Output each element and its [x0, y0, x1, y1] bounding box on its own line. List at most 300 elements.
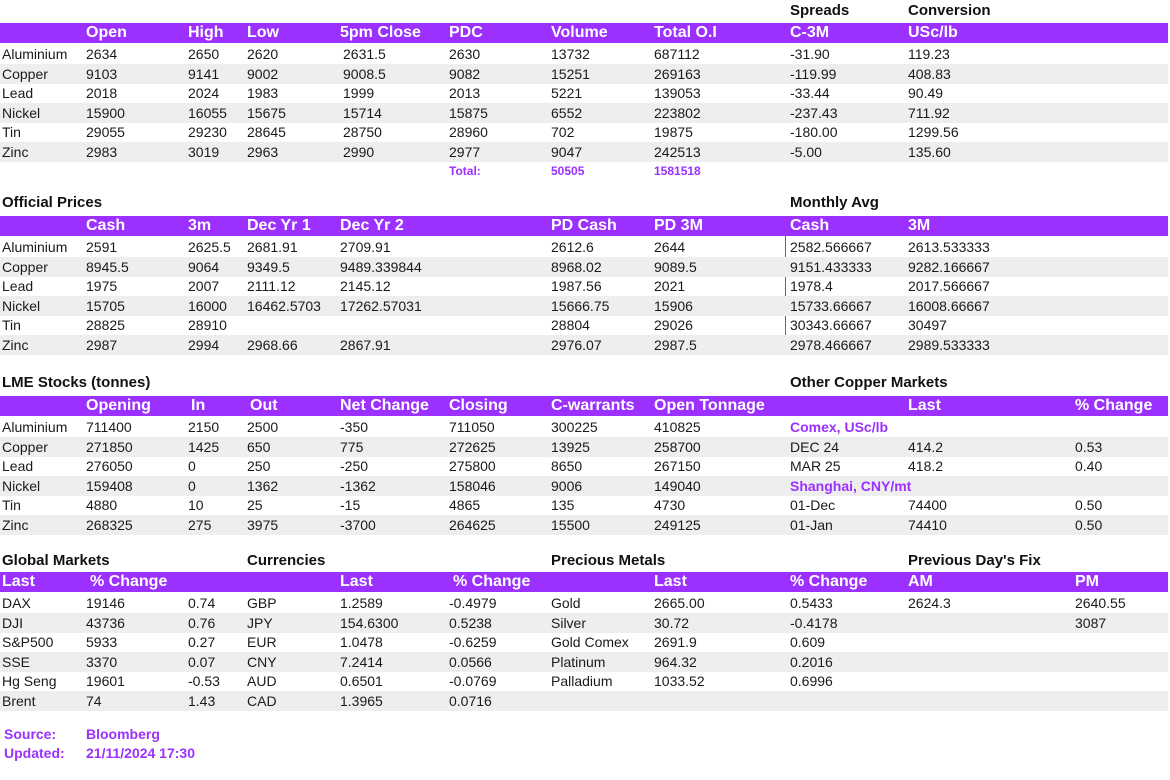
table-cell: 28960 [449, 124, 488, 140]
table-cell: 9047 [551, 143, 583, 160]
table-cell: 13925 [551, 438, 590, 455]
total-oi: 1581518 [654, 164, 701, 178]
table-cell: 19601 [86, 673, 125, 689]
col-pdc: PDC [449, 24, 483, 41]
table-cell: 28804 [551, 317, 590, 333]
index-name: SSE [2, 653, 31, 670]
table-cell: 250 [247, 458, 271, 474]
index-name: Hg Seng [2, 673, 57, 689]
table-cell: 19146 [86, 595, 125, 611]
table-cell: 0.2016 [790, 653, 833, 670]
table-cell: 15666.75 [551, 297, 610, 314]
table-cell: 0.0566 [449, 653, 492, 670]
table-cell: -119.99 [790, 65, 837, 82]
table-cell: 2691.9 [654, 634, 697, 650]
table-cell: -0.4178 [790, 614, 838, 631]
table-cell: 2018 [86, 85, 118, 101]
table-cell: 139053 [654, 85, 701, 101]
table-cell: 269163 [654, 65, 701, 82]
table-cell: 0.0716 [449, 692, 492, 709]
table-cell: 135 [551, 497, 575, 513]
table-row [0, 456, 1168, 476]
col-net-change: Net Change [340, 397, 429, 414]
metal-name: Gold [551, 595, 581, 611]
official-header-band [0, 216, 1168, 236]
metal-name: Lead [2, 278, 34, 294]
table-cell: 2024 [188, 85, 220, 101]
table-cell: 2150 [188, 419, 220, 435]
table-row [0, 632, 1168, 652]
table-cell: 2976.07 [551, 336, 602, 353]
metal-name: Lead [2, 85, 34, 101]
table-cell: 711.92 [908, 104, 950, 121]
table-cell: 28825 [86, 317, 125, 333]
source-label: Source: [4, 726, 57, 742]
index-name: DJI [2, 614, 23, 631]
table-cell: 4865 [449, 497, 481, 513]
table-row [0, 417, 1168, 437]
table-cell: 1.2589 [340, 595, 383, 611]
table-cell: 2013 [449, 85, 481, 101]
table-cell: 276050 [86, 458, 133, 474]
table-cell: 9349.5 [247, 258, 290, 275]
table-cell: 275800 [449, 458, 496, 474]
table-cell: 9006 [551, 477, 583, 494]
metal-name: Nickel [2, 104, 41, 121]
col-low: Low [247, 24, 279, 41]
contract-name: 01-Dec [790, 497, 836, 513]
table-cell: 2612.6 [551, 239, 594, 255]
table-cell: 3370 [86, 653, 118, 670]
table-cell: 2145.12 [340, 278, 391, 294]
table-cell: 1999 [343, 85, 375, 101]
col-c-3m: C-3M [790, 24, 830, 41]
table-cell: 15675 [247, 104, 286, 121]
table-cell: 16000 [188, 297, 227, 314]
table-cell: 16462.5703 [247, 297, 321, 314]
table-cell: 16055 [188, 104, 227, 121]
table-cell: 300225 [551, 419, 598, 435]
official-prices-title: Official Prices [2, 194, 103, 211]
table-cell: 28910 [188, 317, 227, 333]
table-cell: 2591 [86, 239, 118, 255]
table-cell: -180.00 [790, 124, 838, 140]
table-cell: 74 [86, 692, 102, 709]
col-dec-yr1: Dec Yr 1 [247, 217, 311, 234]
table-row [0, 83, 1168, 103]
table-cell: 2987.5 [654, 336, 697, 353]
table-cell: 2625.5 [188, 239, 231, 255]
currency-code: CNY [247, 653, 277, 670]
updated-value: 21/11/2024 17:30 [86, 745, 195, 761]
table-cell: 25 [247, 497, 263, 513]
metal-name: Zinc [2, 336, 29, 353]
currency-code: AUD [247, 673, 277, 689]
table-cell: 9489.339844 [340, 258, 422, 275]
table-cell: -0.0769 [449, 673, 497, 689]
table-cell: 2634 [86, 46, 118, 62]
table-cell: 1.3965 [340, 692, 383, 709]
table-cell: -0.4979 [449, 595, 497, 611]
col-avg-cash: Cash [790, 217, 830, 234]
table-cell: 2681.91 [247, 239, 298, 255]
table-cell: 10 [188, 497, 204, 513]
table-cell: 30343.66667 [790, 317, 872, 333]
table-cell: 687112 [654, 46, 700, 62]
metal-name: Palladium [551, 673, 613, 689]
table-cell: 15906 [654, 297, 693, 314]
table-row [0, 296, 1168, 316]
stocks-header-band [0, 396, 1168, 416]
monthly-avg-title: Monthly Avg [790, 194, 879, 211]
col-precious-change: % Change [790, 573, 868, 590]
metal-name: Zinc [2, 143, 29, 160]
table-cell: 2640.55 [1075, 595, 1126, 611]
table-cell: 9141 [188, 65, 220, 82]
table-cell: 2987 [86, 336, 118, 353]
col-usc-lb: USc/lb [908, 24, 958, 41]
table-cell: 2613.533333 [908, 239, 990, 255]
contract-name: MAR 25 [790, 458, 841, 474]
index-name: S&P500 [2, 634, 54, 650]
table-cell: 0.6501 [340, 673, 383, 689]
table-row [0, 64, 1168, 84]
col-closing: Closing [449, 397, 508, 414]
table-cell: 1983 [247, 85, 279, 101]
table-cell: 90.49 [908, 85, 944, 101]
col-dec-yr2: Dec Yr 2 [340, 217, 404, 234]
table-cell: 0.6996 [790, 673, 833, 689]
table-cell: 9064 [188, 258, 220, 275]
table-cell: 1.0478 [340, 634, 383, 650]
table-cell: 964.32 [654, 653, 697, 670]
col-currency-change: % Change [453, 573, 531, 590]
table-cell: 149040 [654, 477, 701, 494]
table-row [0, 276, 1168, 296]
table-cell: 5933 [86, 634, 118, 650]
table-cell: 2007 [188, 278, 220, 294]
comex-label: Comex, USc/lb [790, 419, 889, 435]
currency-code: CAD [247, 692, 277, 709]
table-row [0, 315, 1168, 335]
table-cell: 0.74 [188, 595, 216, 611]
table-cell: 19875 [654, 124, 693, 140]
metal-name: Copper [2, 65, 48, 82]
metal-name: Copper [2, 438, 48, 455]
col-copper-last: Last [908, 397, 941, 414]
table-cell: 16008.66667 [908, 297, 990, 314]
index-name: DAX [2, 595, 31, 611]
table-cell: -5.00 [790, 143, 822, 160]
table-cell: 29026 [654, 317, 693, 333]
table-cell: 271850 [86, 438, 133, 455]
col-5pm-close: 5pm Close [340, 24, 421, 41]
shanghai-label: Shanghai, CNY/mt [790, 477, 912, 494]
table-cell: 9282.166667 [908, 258, 990, 275]
currency-code: EUR [247, 634, 277, 650]
index-name: Brent [2, 692, 36, 709]
col-pd-cash: PD Cash [551, 217, 617, 234]
col-opening: Opening [86, 397, 151, 414]
table-cell: 258700 [654, 438, 701, 455]
table-row [0, 515, 1168, 535]
table-cell: 0.50 [1075, 497, 1103, 513]
col-avg-3m: 3M [908, 217, 931, 234]
currency-code: GBP [247, 595, 277, 611]
table-cell: 0.27 [188, 634, 216, 650]
table-cell: 0.50 [1075, 516, 1103, 533]
table-cell: 15500 [551, 516, 590, 533]
table-cell: 1.43 [188, 692, 216, 709]
col-open: Open [86, 24, 127, 41]
table-cell: 2989.533333 [908, 336, 990, 353]
table-cell: 711050 [449, 419, 495, 435]
table-cell: 264625 [449, 516, 496, 533]
table-cell: 3019 [188, 143, 220, 160]
table-cell: 7.2414 [340, 653, 383, 670]
total-label: Total: [449, 164, 481, 178]
col-fix-am: AM [908, 573, 933, 590]
col-global-last: Last [2, 573, 35, 590]
other-copper-title: Other Copper Markets [790, 374, 948, 391]
table-cell: 28645 [247, 124, 286, 140]
table-row [0, 335, 1168, 355]
table-cell: 272625 [449, 438, 496, 455]
table-cell: 4880 [86, 497, 118, 513]
table-cell: 2650 [188, 46, 220, 62]
col-cash: Cash [86, 217, 126, 234]
table-cell: 159408 [86, 477, 133, 494]
table-cell: -0.6259 [449, 634, 497, 650]
table-row [0, 652, 1168, 672]
table-row [0, 671, 1168, 691]
table-cell: 9103 [86, 65, 118, 82]
table-cell: 1425 [188, 438, 220, 455]
table-cell: 0.40 [1075, 458, 1103, 474]
table-cell: 2709.91 [340, 239, 391, 255]
col-fix-pm: PM [1075, 573, 1099, 590]
col-c-warrants: C-warrants [551, 397, 635, 414]
contract-name: 01-Jan [790, 516, 833, 533]
table-cell: 2990 [343, 143, 375, 160]
table-cell: 15900 [86, 104, 125, 121]
col-global-change: % Change [90, 573, 168, 590]
col-out: Out [250, 397, 278, 414]
table-cell: 2620 [247, 46, 279, 62]
table-cell: 135.60 [908, 143, 951, 160]
table-cell: 2977 [449, 143, 481, 160]
table-cell: 8945.5 [86, 258, 129, 275]
table-cell: 15714 [343, 104, 382, 121]
table-cell: 0.76 [188, 614, 216, 631]
table-cell: 0.5238 [449, 614, 492, 631]
table-cell: 2624.3 [908, 595, 951, 611]
table-cell: 158046 [449, 477, 496, 494]
table-cell: 29230 [188, 124, 227, 140]
table-cell: 414.2 [908, 438, 944, 455]
table-cell: 223802 [654, 104, 701, 121]
table-cell: -250 [340, 458, 369, 474]
updated-label: Updated: [4, 745, 65, 761]
table-cell: 1975 [86, 278, 118, 294]
table-cell: 13732 [551, 46, 590, 62]
table-cell: 15733.66667 [790, 297, 872, 314]
table-row [0, 613, 1168, 633]
metal-name: Tin [2, 124, 21, 140]
table-row [0, 103, 1168, 123]
metal-name: Aluminium [2, 46, 68, 62]
conversion-title: Conversion [908, 2, 991, 19]
col-total-oi: Total O.I [654, 24, 717, 41]
table-row [0, 495, 1168, 515]
metal-name: Platinum [551, 653, 606, 670]
table-cell: 2968.66 [247, 336, 298, 353]
table-row [0, 237, 1168, 257]
table-cell: 408.83 [908, 65, 951, 82]
table-cell: 154.6300 [340, 614, 399, 631]
table-cell: 267150 [654, 458, 701, 474]
table-cell: 275 [188, 516, 212, 533]
table-cell: 9002 [247, 65, 279, 82]
table-cell: 1987.56 [551, 278, 602, 294]
source-value: Bloomberg [86, 726, 160, 742]
table-cell: 410825 [654, 419, 701, 435]
table-cell: 0.609 [790, 634, 826, 650]
table-cell: 2582.566667 [790, 239, 872, 255]
table-cell: 268325 [86, 516, 133, 533]
table-cell: 0 [188, 477, 196, 494]
lme-stocks-title: LME Stocks (tonnes) [2, 374, 151, 391]
previous-fix-title: Previous Day's Fix [908, 552, 1041, 569]
table-cell: 1362 [247, 477, 279, 494]
table-cell: -33.44 [790, 85, 830, 101]
table-cell: 3087 [1075, 614, 1107, 631]
table-cell: 2021 [654, 278, 686, 294]
col-high: High [188, 24, 224, 41]
table-cell: 9089.5 [654, 258, 697, 275]
table-row [0, 593, 1168, 613]
metal-name: Zinc [2, 516, 29, 533]
table-cell: 4730 [654, 497, 686, 513]
metal-name: Nickel [2, 477, 41, 494]
table-cell: 711400 [86, 419, 132, 435]
table-cell: 8968.02 [551, 258, 602, 275]
currencies-title: Currencies [247, 552, 326, 569]
table-cell: -15 [340, 497, 361, 513]
col-precious-last: Last [654, 573, 687, 590]
table-cell: 2978.466667 [790, 336, 872, 353]
metal-name: Aluminium [2, 239, 68, 255]
table-cell: 9151.433333 [790, 258, 872, 275]
metal-name: Copper [2, 258, 48, 275]
table-cell: 0.5433 [790, 595, 833, 611]
table-cell: 2111.12 [247, 278, 296, 294]
table-row [0, 44, 1168, 64]
col-currency-last: Last [340, 573, 373, 590]
metal-name: Tin [2, 317, 21, 333]
table-cell: 9082 [449, 65, 481, 82]
col-in: In [191, 397, 206, 414]
metal-name: Gold Comex [551, 634, 629, 650]
table-cell: 650 [247, 438, 271, 455]
table-cell: -0.53 [188, 673, 220, 689]
table-cell: 0.53 [1075, 438, 1103, 455]
spreads-title: Spreads [790, 2, 850, 19]
table-cell: 15875 [449, 104, 488, 121]
table-cell: 2630 [449, 46, 481, 62]
table-cell: 2983 [86, 143, 118, 160]
table-cell: -3700 [340, 516, 376, 533]
col-volume: Volume [551, 24, 608, 41]
table-cell: 17262.57031 [340, 297, 422, 314]
table-cell: 2994 [188, 336, 220, 353]
table-cell: -1362 [340, 477, 376, 494]
table-cell: 15705 [86, 297, 125, 314]
metal-name: Tin [2, 497, 21, 513]
global-markets-title: Global Markets [2, 552, 110, 569]
table-cell: 2500 [247, 419, 279, 435]
table-cell: 8650 [551, 458, 583, 474]
table-cell: -350 [340, 419, 369, 435]
table-cell: 242513 [654, 143, 701, 160]
precious-metals-title: Precious Metals [551, 552, 666, 569]
table-cell: 15251 [551, 65, 590, 82]
table-cell: 249125 [654, 516, 701, 533]
table-cell: 6552 [551, 104, 583, 121]
table-cell: 2017.566667 [908, 278, 990, 294]
table-cell: 0 [188, 458, 196, 474]
table-cell: 775 [340, 438, 364, 455]
table-cell: 2963 [247, 143, 279, 160]
table-cell: 3975 [247, 516, 279, 533]
table-cell: 43736 [86, 614, 125, 631]
col-3m: 3m [188, 217, 212, 234]
col-pd-3m: PD 3M [654, 217, 703, 234]
table-cell: -237.43 [790, 104, 838, 121]
table-cell: 28750 [343, 124, 382, 140]
col-open-tonnage: Open Tonnage [654, 397, 765, 414]
contract-name: DEC 24 [790, 438, 840, 455]
table-cell: 2665.00 [654, 595, 705, 611]
metal-name: Lead [2, 458, 34, 474]
table-row [0, 691, 1168, 711]
table-cell: 119.23 [908, 46, 950, 62]
table-cell: 1978.4 [790, 278, 833, 294]
markets-header-band [0, 572, 1168, 592]
metal-name: Nickel [2, 297, 41, 314]
table-cell: 1033.52 [654, 673, 705, 689]
table-row [0, 142, 1168, 162]
table-cell: 5221 [551, 85, 583, 101]
table-row [0, 437, 1168, 457]
table-cell: 2867.91 [340, 336, 391, 353]
metal-name: Aluminium [2, 419, 68, 435]
table-cell: -31.90 [790, 46, 830, 62]
table-cell: 30497 [908, 317, 947, 333]
table-cell: 1299.56 [908, 124, 959, 140]
table-cell: 74400 [908, 497, 947, 513]
table-cell: 2644 [654, 239, 686, 255]
metal-name: Silver [551, 614, 587, 631]
table-cell: 418.2 [908, 458, 944, 474]
total-volume: 50505 [551, 164, 585, 178]
table-cell: 0.07 [188, 653, 216, 670]
table-cell: 74410 [908, 516, 947, 533]
prices-header-band [0, 23, 1168, 43]
table-row [0, 122, 1168, 142]
table-cell: 9008.5 [343, 65, 386, 82]
table-cell: 702 [551, 124, 575, 140]
